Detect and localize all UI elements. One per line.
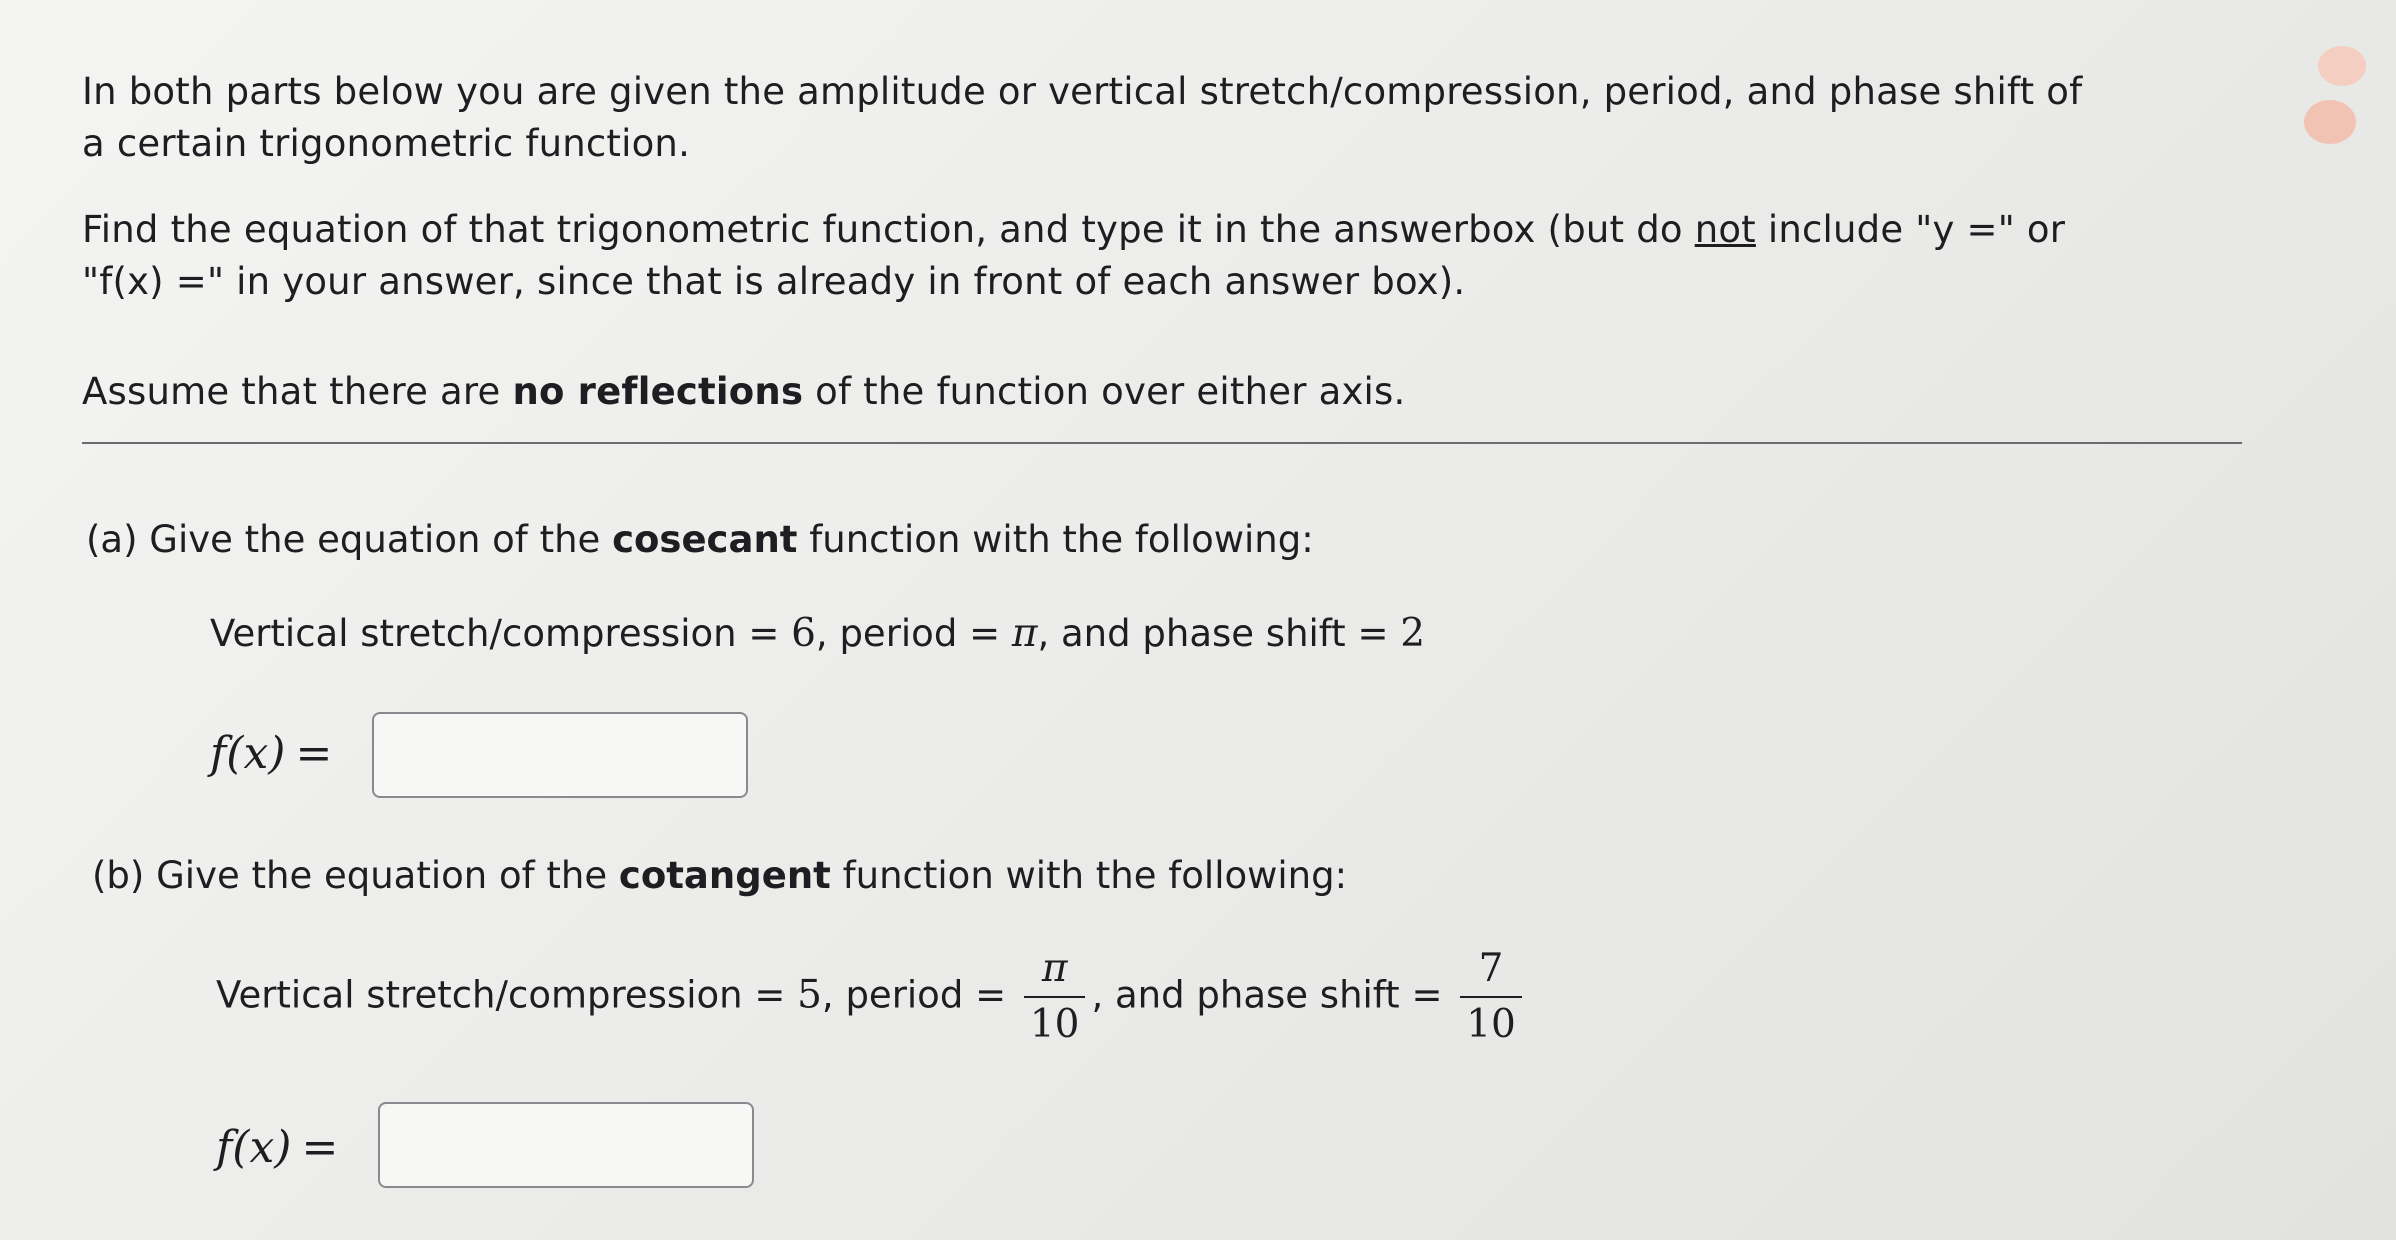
section-divider bbox=[82, 442, 2242, 444]
part-b-prompt bbox=[92, 850, 1347, 902]
part-a-given bbox=[210, 608, 1425, 660]
part-b-period-denominator: 10 bbox=[1029, 1002, 1080, 1047]
part-b-period-label: , period = bbox=[821, 973, 1018, 1017]
part-b-given bbox=[216, 946, 1528, 1048]
part-a-period-label: , period = bbox=[815, 612, 1012, 655]
assumption-bold: no reflections bbox=[512, 370, 804, 413]
part-a-prompt-start: (a) Give the equation of the bbox=[86, 518, 613, 561]
part-b-stretch-label: Vertical stretch/compression = bbox=[216, 973, 798, 1017]
screen-glare-decoration bbox=[2296, 30, 2378, 150]
part-b-period-fraction bbox=[1024, 946, 1086, 1048]
part-a-fx-label bbox=[210, 724, 332, 784]
instructions-line-2: "f(x) =" in your answer, since that is already in front of each answer box). bbox=[82, 260, 1466, 303]
part-b-period-numerator: π bbox=[1024, 946, 1086, 998]
part-b-stretch-value: 5 bbox=[797, 972, 822, 1018]
part-a-fx: f(x) bbox=[210, 728, 286, 779]
instructions-line-1-start: Find the equation of that trigonometric function, and type it in the answerbox (but do bbox=[82, 208, 1695, 251]
part-a-phase-value: 2 bbox=[1400, 611, 1426, 656]
assumption-text bbox=[82, 366, 1405, 418]
part-b-function-name: cotangent bbox=[618, 854, 831, 897]
part-b-answer-input[interactable] bbox=[378, 1102, 754, 1188]
part-b-phase-label: , and phase shift = bbox=[1091, 973, 1455, 1017]
part-b-equals: = bbox=[301, 1122, 339, 1173]
part-a-period-value: π bbox=[1011, 611, 1038, 656]
part-b-fx-label bbox=[216, 1118, 338, 1178]
instructions-line-1-end: include "y =" or bbox=[1755, 208, 2066, 251]
intro-line-1: In both parts below you are given the amplitude or vertical stretch/compression, period, and phase shift of bbox=[82, 70, 2083, 113]
part-a-equals: = bbox=[295, 728, 333, 779]
instructions-underlined-word: not bbox=[1694, 208, 1756, 251]
part-a-stretch-label: Vertical stretch/compression = bbox=[210, 612, 792, 655]
part-b-phase-denominator: 10 bbox=[1466, 1002, 1516, 1047]
assumption-end: of the function over either axis. bbox=[803, 370, 1406, 413]
instructions-text bbox=[82, 204, 2065, 308]
part-b-phase-numerator: 7 bbox=[1460, 946, 1522, 998]
part-b-prompt-end: function with the following: bbox=[830, 854, 1348, 897]
part-a-phase-label: , and phase shift = bbox=[1037, 612, 1401, 655]
assumption-start: Assume that there are bbox=[82, 370, 513, 413]
part-b-prompt-start: (b) Give the equation of the bbox=[92, 854, 619, 897]
intro-line-2: a certain trigonometric function. bbox=[82, 122, 691, 165]
part-b-phase-fraction bbox=[1460, 946, 1522, 1048]
intro-text bbox=[82, 66, 2082, 170]
part-b-fx: f(x) bbox=[216, 1122, 292, 1173]
part-a-stretch-value: 6 bbox=[791, 611, 816, 656]
part-a-prompt bbox=[86, 514, 1314, 566]
part-a-prompt-end: function with the following: bbox=[797, 518, 1314, 561]
part-a-function-name: cosecant bbox=[612, 518, 798, 561]
part-a-answer-input[interactable] bbox=[372, 712, 748, 798]
